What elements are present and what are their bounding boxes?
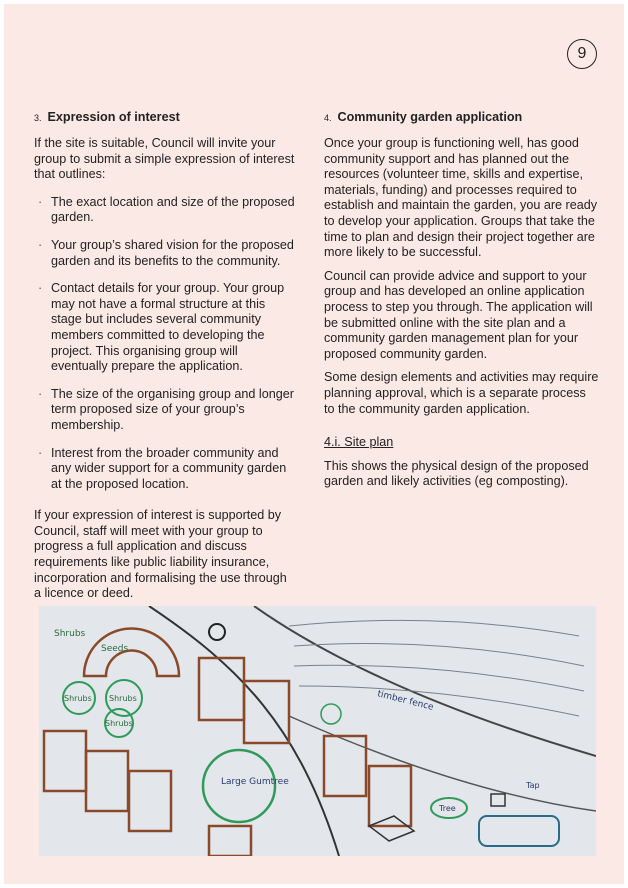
- page-number: 9: [567, 39, 597, 69]
- heading-text: Expression of interest: [47, 110, 180, 124]
- fence-label: timber fence: [376, 689, 435, 713]
- list-item: · Your group’s shared vision for the proposed garden and its benefits to the community.: [34, 238, 296, 269]
- tree-label: Tree: [439, 804, 456, 813]
- site-plan-photo: [39, 606, 596, 856]
- shrubs-label: Shrubs: [64, 694, 92, 703]
- shrubs-label: Shrubs: [105, 719, 133, 728]
- hand-drawn-site-plan: [39, 606, 596, 856]
- section-heading: [34, 110, 296, 126]
- shrubs-label: Shrubs: [54, 629, 86, 639]
- intro-paragraph: If the site is suitable, Council will invite your group to submit a simple expression of interest that outlines:: [34, 136, 295, 182]
- heading-text: Community garden application: [337, 110, 523, 124]
- expression-of-interest-section: [34, 110, 296, 610]
- bullet-list: [34, 195, 296, 493]
- brochure-page: [4, 4, 624, 884]
- paragraph: Some design elements and activities may require planning approval, which is a separate process to the community garden application.: [324, 370, 599, 416]
- shrubs-label: Shrubs: [109, 694, 137, 703]
- tap-label: Tap: [526, 781, 540, 790]
- heading-number: 4.: [324, 113, 332, 123]
- paragraph: Council can provide advice and support to your group and has developed an online application process to step you through. The application will be submitted online with the site plan and a community garden management plan for your proposed community garden.: [324, 268, 593, 361]
- list-item: · Contact details for your group. Your group may not have a formal structure at this stage but includes several community members committed to developing the project. This organising group will eventually prepare the application.: [34, 281, 296, 375]
- closing-paragraph: If your expression of interest is supported by Council, staff will meet with your group to progress a full application and discuss requirements like public liability insurance, incorporation and formalising the use through a licence or deed.: [34, 508, 287, 601]
- site-plan-subheading: 4.i. Site plan: [324, 435, 394, 450]
- paragraph: Once your group is functioning well, has good community support and has planned out the resources (volunteer time, skills and expertise, materials, funding) and processes required to establish and maintain the garden, you are ready to develop your application. Groups that take the time to plan and design their project together are more likely to be successful.: [324, 136, 598, 260]
- section-heading: [324, 110, 599, 126]
- list-item: · The exact location and size of the proposed garden.: [34, 195, 296, 226]
- site-plan-paragraph: This shows the physical design of the proposed garden and likely activities (eg composting).: [324, 458, 589, 489]
- seeds-label: Seeds: [101, 644, 129, 654]
- community-garden-application-section: [324, 110, 599, 498]
- list-item: · Interest from the broader community and any wider support for a community garden at the proposed location.: [34, 446, 296, 493]
- list-item: · The size of the organising group and longer term proposed size of your group’s membership.: [34, 387, 296, 434]
- heading-number: 3.: [34, 113, 42, 123]
- large-tree-label: Large Gumtree: [221, 777, 289, 787]
